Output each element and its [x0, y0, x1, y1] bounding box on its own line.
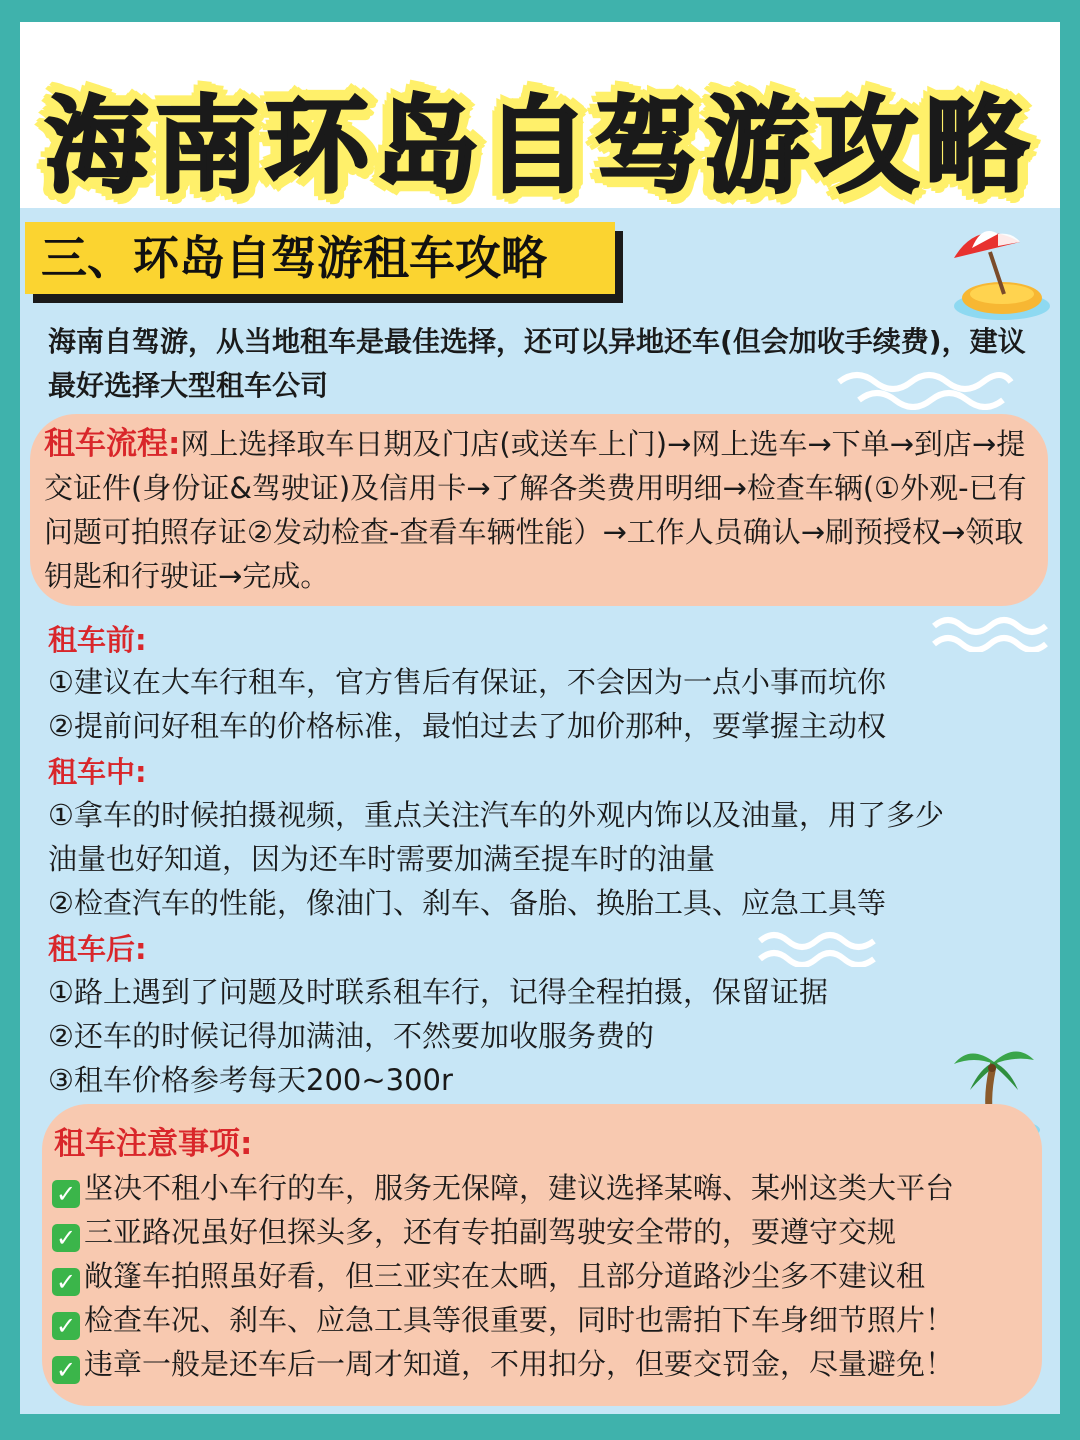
process-text: 网上选择取车日期及门店(或送车上门)→网上选车→下单→到店→提交证件(身份证&驾驶证)及信用卡→了解各类费用明细→检查车辆(①外观-已有问题可拍照存证②发动检查-查看车辆性能）→工作人员确认→刷预授权→领取钥匙和行驶证→完成。 — [44, 427, 1027, 593]
page-title: 海南环岛自驾游攻略 — [44, 85, 1035, 207]
note-item — [52, 1342, 1052, 1386]
after-line-2: ②还车的时候记得加满油，不然要加收服务费的 — [48, 1019, 654, 1053]
during-label: 租车中: — [48, 755, 147, 789]
poster-card — [20, 22, 1060, 1414]
check-mark-icon: ✓ — [52, 1268, 80, 1296]
title-band — [20, 22, 1060, 208]
before-line-2: ②提前问好租车的价格标准，最怕过去了加价那种，要掌握主动权 — [48, 709, 886, 743]
note-item — [52, 1166, 1052, 1210]
note-text: 坚决不租小车行的车，服务无保障，建议选择某嗨、某州这类大平台 — [84, 1171, 955, 1205]
wave-icon — [756, 927, 880, 967]
check-mark-icon: ✓ — [52, 1180, 80, 1208]
before-line-1: ①建议在大车行租车，官方售后有保证，不会因为一点小事而坑你 — [48, 665, 886, 699]
note-item — [52, 1254, 1052, 1298]
check-mark-icon: ✓ — [52, 1312, 80, 1340]
note-text: 检查车况、刹车、应急工具等很重要，同时也需拍下车身细节照片！ — [84, 1303, 955, 1337]
note-item — [52, 1210, 1052, 1254]
during-line-2: 油量也好知道，因为还车时需要加满至提车时的油量 — [48, 842, 716, 876]
intro-paragraph: 海南自驾游，从当地租车是最佳选择，还可以异地还车(但会加收手续费)，建议最好选择大型租车公司 — [48, 325, 1026, 402]
wave-icon — [930, 612, 1050, 652]
after-label: 租车后: — [48, 932, 147, 966]
notes-label: 租车注意事项: — [54, 1126, 253, 1162]
during-line-3: ②检查汽车的性能，像油门、刹车、备胎、换胎工具、应急工具等 — [48, 886, 886, 920]
before-label: 租车前: — [48, 623, 147, 657]
check-mark-icon: ✓ — [52, 1356, 80, 1384]
during-line-1: ①拿车的时候拍摄视频，重点关注汽车的外观内饰以及油量，用了多少 — [48, 798, 944, 832]
after-line-3: ③租车价格参考每天200~300r — [48, 1063, 453, 1097]
note-text: 敞篷车拍照虽好看，但三亚实在太晒，且部分道路沙尘多不建议租 — [84, 1259, 926, 1293]
beach-umbrella-island-icon — [942, 218, 1054, 326]
section-header: 三、环岛自驾游租车攻略 — [25, 222, 615, 294]
process-label: 租车流程: — [44, 426, 181, 462]
note-text: 三亚路况虽好但探头多，还有专拍副驾驶安全带的，要遵守交规 — [84, 1215, 897, 1249]
after-line-1: ①路上遇到了问题及时联系租车行，记得全程拍摄，保留证据 — [48, 975, 828, 1009]
check-mark-icon: ✓ — [52, 1224, 80, 1252]
note-text: 违章一般是还车后一周才知道，不用扣分，但要交罚金，尽量避免！ — [84, 1347, 955, 1381]
note-item — [52, 1298, 1052, 1342]
process-paragraph — [44, 422, 1040, 598]
